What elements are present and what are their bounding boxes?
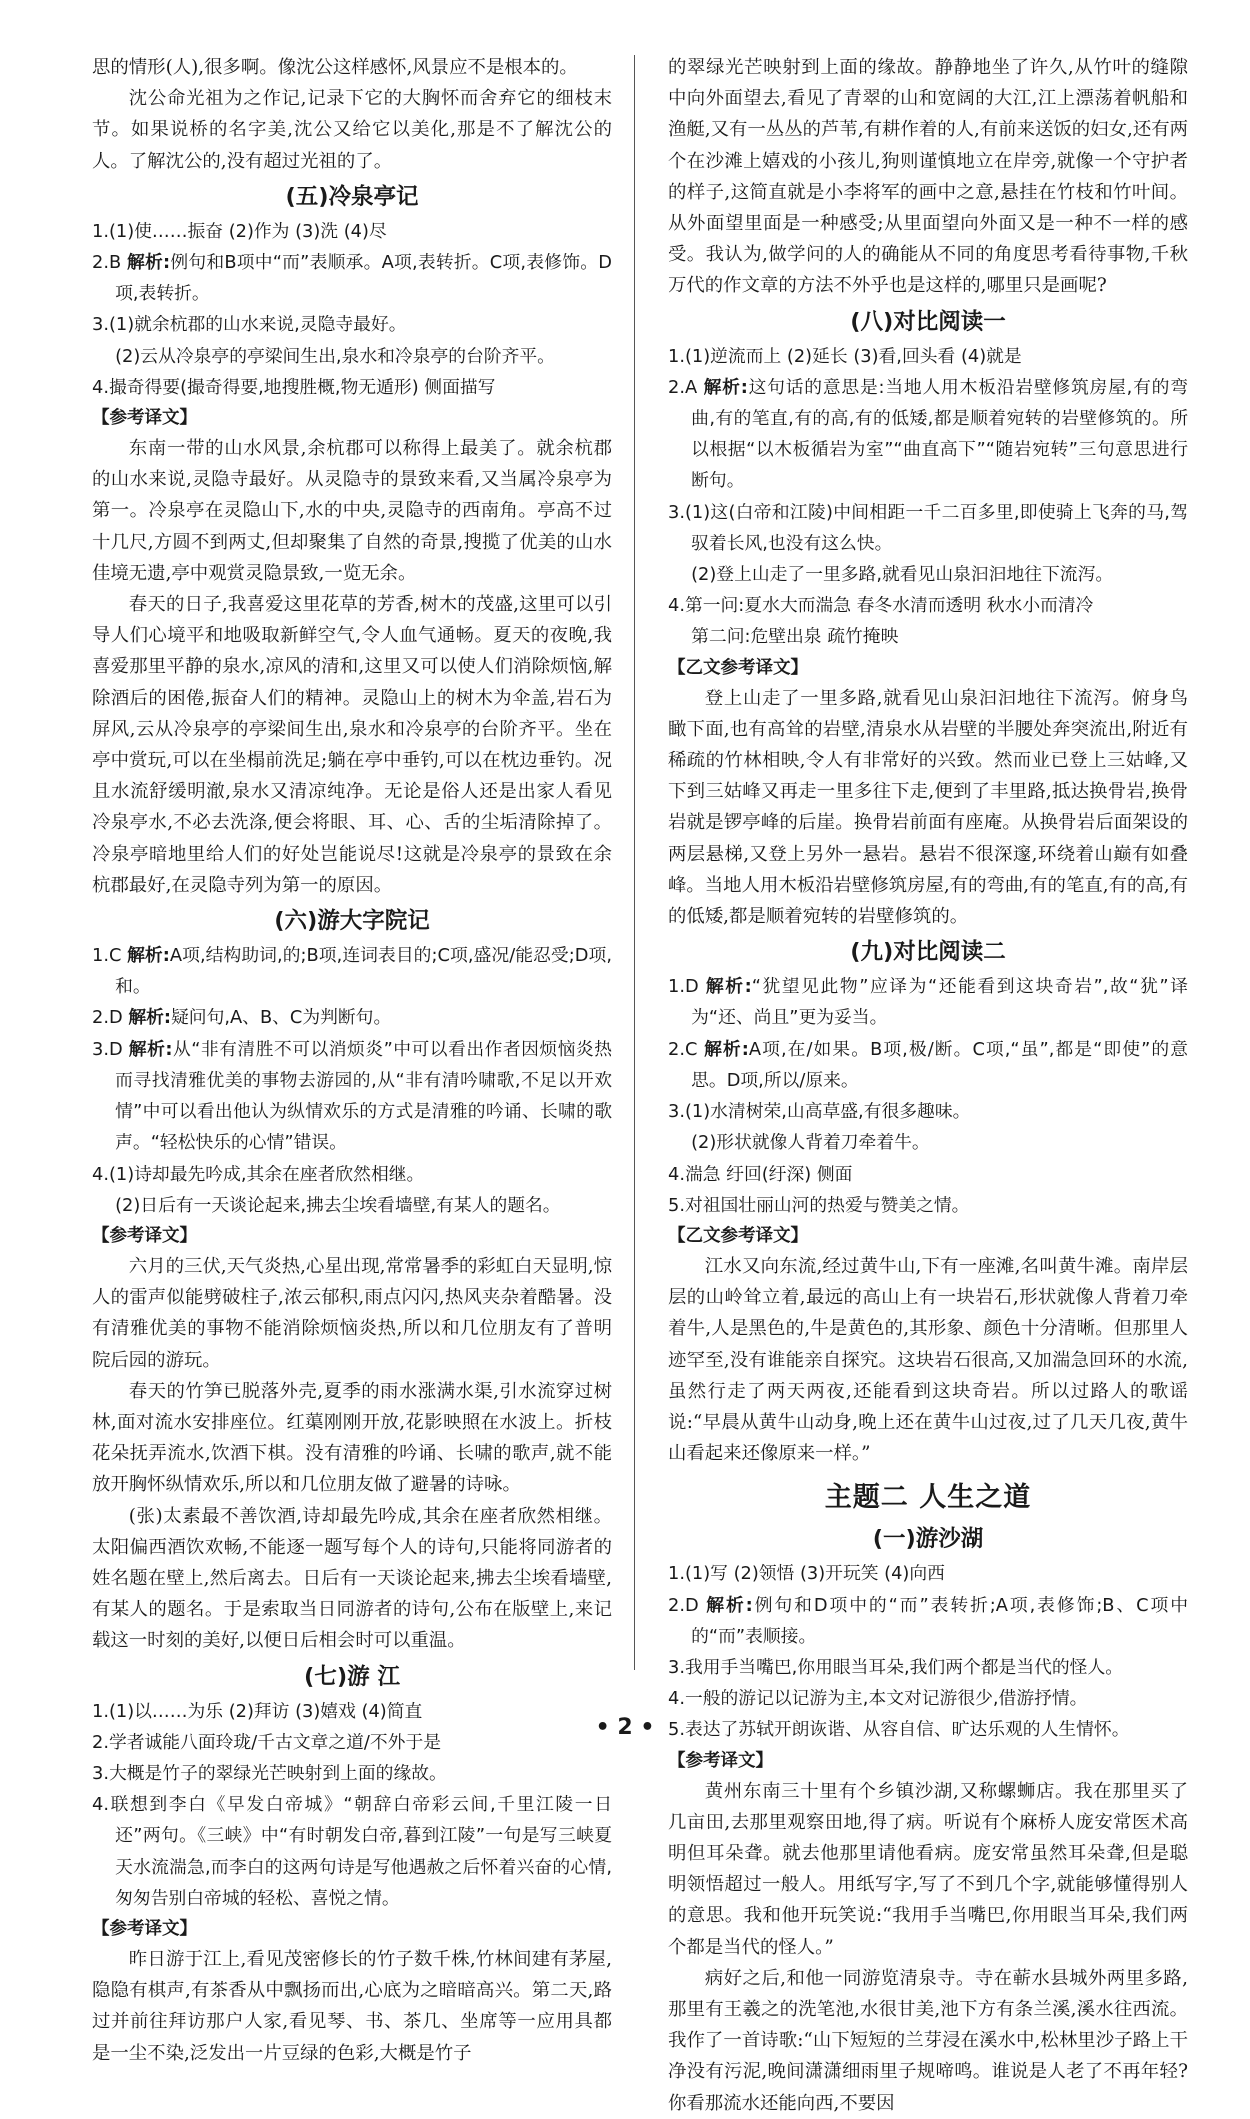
analysis-label: 解析: [127, 252, 171, 274]
answer-item: 4.联想到李白《早发白帝城》“朝辞白帝彩云间,千里江陵一日还”两句。《三峡》中“有时朝发白帝,暮到江陵”一句是写三峡夏天水流湍急,而李白的这两句诗是写他遇赦之后怀着兴奋的心情,匆匆告别白帝城的轻松、喜悦之情。 [92, 1794, 612, 1909]
answer-item: 1.C 解析:A项,结构助词,的;B项,连词表目的;C项,盛况/能忍受;D项,和。 [92, 945, 612, 998]
reference-translation-label: 【参考译文】 [92, 408, 197, 429]
column-divider [634, 55, 635, 1670]
answer-item: 2.C 解析:A项,在/如果。B项,极/断。C项,“虽”,都是“即使”的意思。D项,所以/原来。 [668, 1038, 1188, 1091]
translation-paragraph: 登上山走了一里多路,就看见山泉汩汩地往下流泻。俯身鸟瞰下面,也有高耸的岩壁,清泉水从岩壁的半腰处奔突流出,附近有稀疏的竹林相映,令人有非常好的兴致。然而业已登上三姑峰,又下到三姑峰又再走一里多往下走,便到了丰里路,抵达换骨岩,换骨岩就是锣亭峰的后崖。换骨岩前面有座庵。从换骨岩后面架设的两层悬梯,又登上另外一悬岩。悬岩不很深邃,环绕着山巅有如叠峰。当地人用木板沿岩壁修筑房屋,有的弯曲,有的笔直,有的高,有的低矮,都是顺着宛转的岩壁修筑的。 [668, 687, 1188, 928]
section-title: (八)对比阅读一 [850, 308, 1006, 335]
answer-item: 2.学者诚能八面玲珑/千古文章之道/不外于是 [92, 1731, 442, 1753]
answer-item: 3.(1)水清树荣,山高草盛,有很多趣味。 [668, 1101, 971, 1123]
translation-paragraph: 黄州东南三十里有个乡镇沙湖,又称螺蛳店。我在那里买了几亩田,去那里观察田地,得了病。听说有个麻桥人庞安常医术高明但耳朵聋。就去他那里请他看病。庞安常虽然耳朵聋,但是聪明领悟超过一般人。用纸写字,写了不到几个字,就能够懂得别人的意思。我和他开玩笑说:“我用手当嘴巴,你用眼当耳朵,我们两个都是当代的怪人。” [668, 1780, 1188, 1958]
analysis-label: 解析: [705, 976, 752, 998]
answer-item: (2)日后有一天谈论起来,拂去尘埃看墙壁,有某人的题名。 [115, 1194, 561, 1216]
right-column [668, 52, 1188, 2119]
answer-item: 3.D 解析:从“非有清胜不可以消烦炎”中可以看出作者因烦恼炎热而寻找清雅优美的事物去游园的,从“非有清吟啸歌,不足以开欢情”中可以看出他认为纵情欢乐的方式是清雅的吟诵、长啸的歌声。“轻松快乐的心情”错误。 [92, 1038, 612, 1154]
answer-item: 1.D 解析:“犹望见此物”应译为“还能看到这块奇岩”,故“犹”译为“还、尚且”更为妥当。 [668, 976, 1188, 1029]
section-title: (九)对比阅读二 [850, 939, 1006, 966]
left-column [92, 52, 612, 2069]
answer-item: 1.(1)以……为乐 (2)拜访 (3)嬉戏 (4)简直 [92, 1700, 423, 1722]
analysis-label: 解析: [128, 1038, 173, 1060]
answer-item: 2.D 解析:例句和D项中的“而”表转折;A项,表修饰;B、C项中的“而”表顺接。 [668, 1594, 1188, 1647]
theme-heading: 主题二 人生之道 [824, 1482, 1032, 1514]
answer-item: (2)形状就像人背着刀牵着牛。 [691, 1132, 930, 1154]
translation-paragraph: 六月的三伏,天气炎热,心星出现,常常暑季的彩虹白天显明,惊人的雷声似能劈破柱子,浓云郁积,雨点闪闪,热风夹杂着酷暑。没有清雅优美的事物不能消除烦恼炎热,所以和几位朋友有了普明院后园的游玩。 [92, 1255, 612, 1371]
answer-item: 3.我用手当嘴巴,你用眼当耳朵,我们两个都是当代的怪人。 [668, 1656, 1124, 1678]
answer-item: 4.撮奇得要(撮奇得要,地搜胜概,物无遁形) 侧面描写 [92, 376, 496, 398]
answer-item: 4.第一问:夏水大而湍急 春冬水清而透明 秋水小而清冷 [668, 595, 1094, 617]
analysis-label: 解析: [128, 1007, 171, 1029]
answer-item: 第二问:危壁出泉 疏竹掩映 [691, 626, 899, 648]
reference-translation-label: 【参考译文】 [92, 1225, 197, 1246]
answer-item: (2)登上山走了一里多路,就看见山泉汩汩地往下流泻。 [691, 564, 1114, 586]
answer-item: (2)云从冷泉亭的亭梁间生出,泉水和冷泉亭的台阶齐平。 [115, 345, 555, 367]
translation-paragraph: 病好之后,和他一同游览清泉寺。寺在蕲水县城外两里多路,那里有王羲之的洗笔池,水很甘美,池下方有条兰溪,溪水往西流。我作了一首诗歌:“山下短短的兰芽浸在溪水中,松林里沙子路上干净没有污泥,晚间潇潇细雨里子规啼鸣。谁说是人老了不再年轻?你看那流水还能向西,不要因 [668, 1967, 1188, 2114]
answer-item: 5.表达了苏轼开朗诙谐、从容自信、旷达乐观的人生情怀。 [668, 1719, 1130, 1741]
analysis-label: 解析: [127, 945, 170, 967]
translation-paragraph: 春天的竹笋已脱落外壳,夏季的雨水涨满水渠,引水流穿过树林,面对流水安排座位。红蕖刚刚开放,花影映照在水波上。折枝花朵抚弄流水,饮酒下棋。没有清雅的吟诵、长啸的歌声,就不能放开胸怀纵情欢乐,所以和几位朋友做了避暑的诗咏。 [92, 1380, 612, 1496]
answer-item: 1.(1)逆流而上 (2)延长 (3)看,回头看 (4)就是 [668, 345, 1022, 367]
paragraph: 沈公命光祖为之作记,记录下它的大胸怀而舍弃它的细枝末节。如果说桥的名字美,沈公又给它以美化,那是不了解沈公的人。了解沈公的,没有超过光祖的了。 [92, 88, 612, 172]
translation-paragraph: 昨日游于江上,看见茂密修长的竹子数千株,竹林间建有茅屋,隐隐有棋声,有茶香从中飘扬而出,心底为之暗暗高兴。第二天,路过并前往拜访那户人家,看见琴、书、茶几、坐席等一应用具都是一尘不染,泛发出一片豆绿的色彩,大概是竹子 [92, 1948, 612, 2064]
analysis-label: 解析: [706, 1594, 753, 1616]
answer-item: 2.D 解析:疑问句,A、B、C为判断句。 [92, 1007, 392, 1029]
reference-translation-label: 【乙文参考译文】 [668, 1225, 808, 1246]
answer-item: 3.(1)就余杭郡的山水来说,灵隐寺最好。 [92, 314, 407, 336]
translation-paragraph: 春天的日子,我喜爱这里花草的芳香,树木的茂盛,这里可以引导人们心境平和地吸取新鲜空气,令人血气通畅。夏天的夜晚,我喜爱那里平静的泉水,凉风的清和,这里又可以使人们消除烦恼,解除酒后的困倦,振奋人们的精神。灵隐山上的树木为伞盖,岩石为屏风,云从冷泉亭的亭梁间生出,泉水和冷泉亭的台阶齐平。坐在亭中赏玩,可以在坐榻前洗足;躺在亭中垂钓,可以在枕边垂钓。况且水流舒缓明澈,泉水又清凉纯净。无论是俗人还是出家人看见冷泉亭水,不必去洗涤,便会将眼、耳、心、舌的尘垢清除掉了。冷泉亭暗地里给人们的好处岂能说尽!这就是冷泉亭的景致在余杭郡最好,在灵隐寺列为第一的原因。 [92, 594, 612, 896]
answer-item: 1.(1)使……振奋 (2)作为 (3)洗 (4)尽 [92, 220, 387, 242]
translation-paragraph: 江水又向东流,经过黄牛山,下有一座滩,名叫黄牛滩。南岸层层的山岭耸立着,最远的高山上有一块岩石,形状就像人背着刀牵着牛,人是黑色的,牛是黄色的,其形象、颜色十分清晰。但那里人迹罕至,没有谁能亲自探究。这块岩石很高,又加湍急回环的水流,虽然行走了两天两夜,还能看到这块奇岩。所以过路人的歌谣说:“早晨从黄牛山动身,晚上还在黄牛山过夜,过了几天几夜,黄牛山看起来还像原来一样。” [668, 1255, 1188, 1465]
analysis-label: 解析: [704, 1038, 749, 1060]
answer-item: 4.(1)诗却最先吟成,其余在座者欣然相继。 [92, 1163, 425, 1185]
answer-item: 4.一般的游记以记游为主,本文对记游很少,借游抒情。 [668, 1688, 1088, 1710]
answer-item: 5.对祖国壮丽山河的热爱与赞美之情。 [668, 1194, 970, 1216]
reference-translation-label: 【乙文参考译文】 [668, 657, 808, 678]
reference-translation-label: 【参考译文】 [668, 1750, 773, 1771]
answer-item: 2.A 解析:这句话的意思是:当地人用木板沿岩壁修筑房屋,有的弯曲,有的笔直,有的高,有的低矮,都是顺着宛转的岩壁修筑的。所以根据“以木板循岩为室”“曲直高下”“随岩宛转”三句意思进行断句。 [668, 376, 1188, 492]
translation-paragraph: (张)太素最不善饮酒,诗却最先吟成,其余在座者欣然相继。太阳偏西酒饮欢畅,不能逐一题写每个人的诗句,只能将同游者的姓名题在壁上,然后离去。日后有一天谈论起来,拂去尘埃看墙壁,有某人的题名。于是索取当日同游者的诗句,公布在版壁上,来记载这一时刻的美好,以便日后相会时可以重温。 [92, 1505, 612, 1652]
page-number: • 2 • [595, 1715, 655, 1740]
paragraph: 的翠绿光芒映射到上面的缘故。静静地坐了许久,从竹叶的缝隙中向外面望去,看见了青翠的山和宽阔的大江,江上漂荡着帆船和渔艇,又有一丛丛的芦苇,有耕作着的人,有前来送饭的妇女,还有两个在沙滩上嬉戏的小孩儿,狗则谨慎地立在岸旁,就像一个守护者的样子,这简直就是小李将军的画中之意,悬挂在竹枝和竹叶间。从外面望里面是一种感受;从里面望向外面又是一种不一样的感受。我认为,做学问的人的确能从不同的角度思考看待事物,千秋万代的作文章的方法不外乎也是这样的,哪里只是画呢? [668, 57, 1188, 297]
section-title: (七)游 江 [304, 1663, 400, 1690]
translation-paragraph: 东南一带的山水风景,余杭郡可以称得上最美了。就余杭郡的山水来说,灵隐寺最好。从灵隐寺的景致来看,又当属冷泉亭为第一。冷泉亭在灵隐山下,水的中央,灵隐寺的西南角。亭高不过十几尺,方圆不到两丈,但却聚集了自然的奇景,搜揽了优美的山水佳境无遗,亭中观赏灵隐景致,一览无余。 [92, 438, 612, 584]
analysis-label: 解析: [703, 376, 748, 398]
paragraph: 思的情形(人),很多啊。像沈公这样感怀,风景应不是根本的。 [92, 57, 578, 78]
section-title: (一)游沙湖 [872, 1526, 984, 1553]
section-title: (六)游大字院记 [274, 908, 430, 935]
section-title: (五)冷泉亭记 [285, 183, 419, 210]
reference-translation-label: 【参考译文】 [92, 1918, 197, 1939]
answer-item: 3.大概是竹子的翠绿光芒映射到上面的缘故。 [92, 1762, 447, 1784]
answer-item: 3.(1)这(白帝和江陵)中间相距一千二百多里,即使骑上飞奔的马,驾驭着长风,也没有这么快。 [668, 501, 1188, 554]
answer-item: 4.湍急 纡回(纡深) 侧面 [668, 1163, 853, 1185]
answer-item: 2.B 解析:例句和B项中“而”表顺承。A项,表转折。C项,表修饰。D项,表转折。 [92, 252, 612, 305]
answer-item: 1.(1)写 (2)领悟 (3)开玩笑 (4)向西 [668, 1563, 945, 1585]
